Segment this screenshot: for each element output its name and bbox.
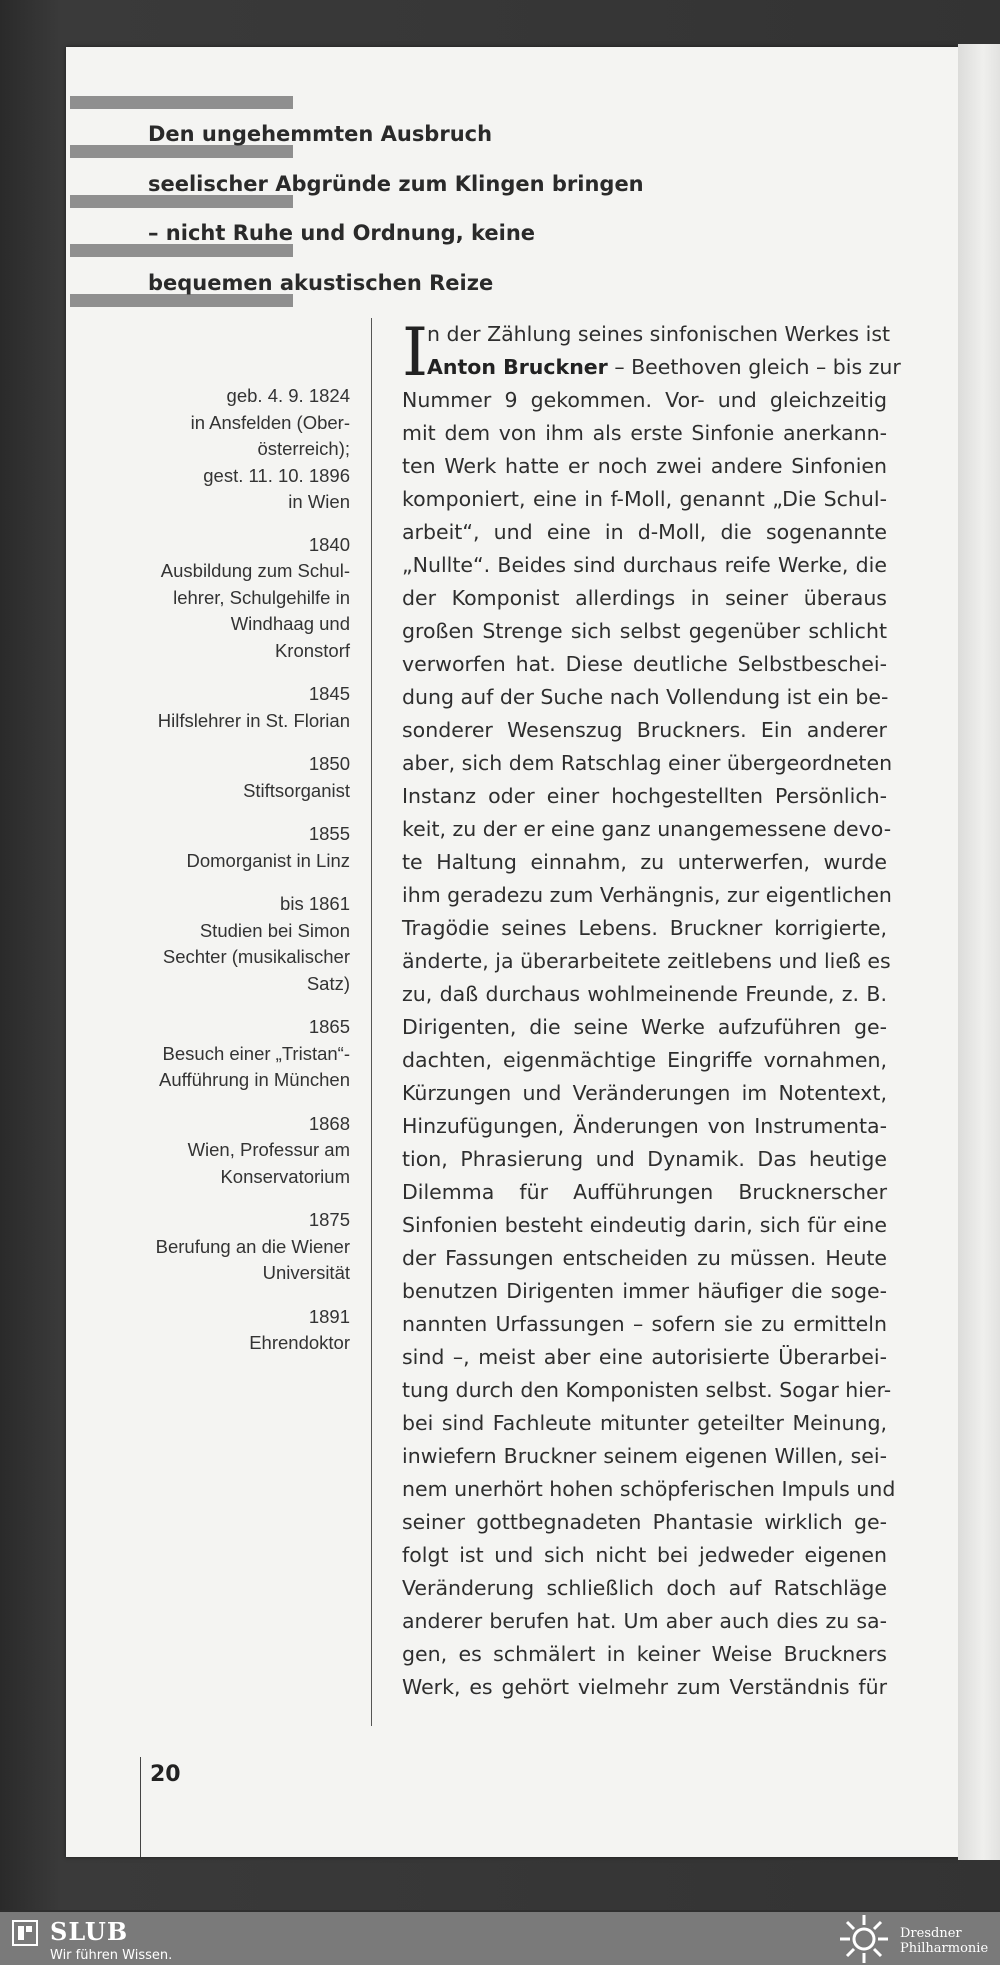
timeline-entry (130, 681, 350, 734)
body-line: bei sind Fachleute mitunter geteilter Meinung, (402, 1411, 887, 1435)
body-line: verworfen hat. Diese deutliche Selbstbeschei- (402, 652, 887, 676)
timeline-entry (130, 1014, 350, 1094)
body-line: keit, zu der er eine ganz unangemessene devo- (402, 817, 892, 841)
timeline-entry (130, 821, 350, 874)
body-line: inwiefern Bruckner seinem eigenen Willen, sei- (402, 1444, 887, 1468)
timeline-line: Wien, Professur am (187, 1139, 350, 1160)
body-line: arbeit“, und eine in d-Moll, die sogenannte (402, 520, 887, 544)
partner-name-line1: Dresdner (900, 1926, 962, 1941)
body-line: Kürzungen und Veränderungen im Notentext, (402, 1081, 887, 1105)
timeline-line: Sechter (musikalischer (162, 946, 350, 967)
timeline-line: Ausbildung zum Schul- (160, 560, 350, 581)
pull-quote-line: bequemen akustischen Reize (148, 270, 494, 295)
body-line: zu, daß durchaus wohlmeinende Freunde, z. B. (402, 982, 887, 1006)
column-divider (371, 318, 372, 1726)
body-line: tung durch den Komponisten selbst. Sogar hier- (402, 1378, 892, 1402)
timeline-year: 1891 (308, 1305, 350, 1327)
pull-quote-line: seelischer Abgründe zum Klingen bringen (148, 171, 644, 196)
body-line: dachten, eigenmächtige Eingriffe vornahmen, (402, 1048, 887, 1072)
timeline-line: Windhaag und (230, 613, 350, 634)
timeline-line: Stiftsorganist (243, 779, 350, 801)
body-line: Instanz oder einer hochgestellten Persönlich- (402, 784, 887, 808)
timeline-line: Satz) (306, 972, 350, 994)
timeline-entry (130, 1207, 350, 1287)
body-line: te Haltung einnahm, zu unterwerfen, wurde (402, 850, 887, 874)
body-line: seiner gottbegnadeten Phantasie wirklich ge- (402, 1510, 887, 1534)
timeline-line: Konservatorium (220, 1165, 350, 1187)
header-bar (70, 96, 293, 109)
body-line: der Komponist allerdings in seiner überaus (402, 586, 887, 610)
footer-bar (0, 1912, 1000, 1965)
timeline-year: 1875 (308, 1209, 350, 1230)
timeline-entry (130, 532, 350, 665)
body-line: benutzen Dirigenten immer häufiger die soge- (402, 1279, 887, 1303)
body-line: „Nullte“. Beides sind durchaus reife Werke, die (402, 553, 887, 577)
body-line: mit dem von ihm als erste Sinfonie anerkann- (402, 421, 887, 445)
timeline-line: in Wien (288, 491, 350, 512)
opening-paragraph (402, 314, 901, 391)
body-line: Hinzufügungen, Änderungen von Instrumenta- (402, 1114, 887, 1138)
timeline-entry (130, 751, 350, 804)
pull-quote-line: Den ungehemmten Ausbruch (148, 122, 493, 146)
timeline-entry (130, 891, 350, 997)
timeline-line: Berufung an die Wiener (155, 1235, 350, 1257)
timeline-entry (130, 1304, 350, 1357)
body-line: änderte, ja überarbeitete zeitlebens und ließ es (402, 949, 891, 973)
timeline-line: Hilfslehrer in St. Florian (157, 709, 350, 731)
body-line: großen Strenge sich selbst gegenüber schlicht (402, 619, 887, 643)
body-line: Sinfonien besteht eindeutig darin, sich für eine (402, 1213, 887, 1237)
timeline-line: gest. 11. 10. 1896 (203, 464, 350, 486)
library-name[interactable]: SLUB (50, 1917, 129, 1946)
timeline-line: Ehrendoktor (249, 1332, 350, 1353)
timeline-line: Universität (262, 1262, 350, 1283)
body-line: komponiert, eine in f-Moll, genannt „Die Schul- (402, 487, 887, 511)
body-line: anderer berufen hat. Um aber auch dies zu sa- (402, 1609, 887, 1633)
timeline-year: 1845 (308, 683, 350, 704)
body-line: sonderer Wesenszug Bruckners. Ein anderer (402, 718, 887, 742)
timeline-line: Domorganist in Linz (186, 849, 350, 871)
timeline-year: 1865 (308, 1016, 350, 1037)
timeline-entry (130, 1111, 350, 1191)
page-number: 20 (150, 1762, 181, 1787)
body-line: ihm geradezu zum Verhängnis, zur eigentlichen (402, 883, 892, 907)
biography-timeline (130, 383, 350, 1374)
body-line: tion, Phrasierung und Dynamik. Das heutige (402, 1147, 887, 1171)
timeline-line: lehrer, Schulgehilfe in (173, 586, 350, 608)
body-line: der Fassungen entscheiden zu müssen. Heute (402, 1246, 887, 1270)
partner-name[interactable] (900, 1926, 988, 1956)
pull-quote (148, 110, 668, 308)
body-line: Werk, es gehört vielmehr zum Verständnis für (402, 1675, 887, 1699)
body-line: Veränderung schließlich doch auf Ratschläge (402, 1576, 887, 1600)
body-line-rest: – Beethoven gleich – bis zur (607, 355, 901, 379)
body-line: nem unerhört hohen schöpferischen Impuls und (402, 1477, 896, 1501)
body-line: n der Zählung seines sinfonischen Werkes ist (427, 322, 891, 346)
page-number-rule (140, 1757, 141, 1857)
timeline-year: 1840 (308, 533, 350, 555)
article-body (402, 314, 901, 1704)
timeline-line: Studien bei Simon (199, 919, 350, 941)
partner-name-line2: Philharmonie (900, 1941, 989, 1956)
body-line: Nummer 9 gekommen. Vor- und gleichzeitig (402, 388, 887, 412)
body-line: Tragödie seines Lebens. Bruckner korrigierte, (402, 916, 887, 940)
timeline-line: Aufführung in München (159, 1069, 350, 1090)
drop-cap: I (402, 314, 429, 391)
body-line (402, 351, 901, 384)
timeline-year: 1850 (308, 753, 350, 774)
slub-logo-icon (12, 1920, 38, 1946)
body-lines (402, 384, 896, 1704)
library-tagline: Wir führen Wissen. (50, 1948, 173, 1963)
body-line: gen, es schmälert in keiner Weise Bruckners (402, 1642, 887, 1666)
timeline-line: geb. 4. 9. 1824 (226, 385, 350, 406)
timeline-year: bis 1861 (280, 893, 350, 914)
body-line: folgt ist und sich nicht bei jedweder eigenen (402, 1543, 887, 1567)
body-line: dung auf der Suche nach Vollendung ist ein be- (402, 685, 889, 709)
timeline-line: Kronstorf (274, 639, 350, 661)
timeline-year: 1868 (308, 1112, 350, 1134)
next-page-edge (958, 44, 1000, 1860)
timeline-entry (130, 383, 350, 516)
body-line: Dirigenten, die seine Werke aufzuführen ge- (402, 1015, 887, 1039)
body-line: nannten Urfassungen – sofern sie zu ermitteln (402, 1312, 887, 1336)
composer-name: Anton Bruckner (427, 355, 608, 379)
timeline-line: Besuch einer „Tristan“- (162, 1042, 350, 1064)
body-line: ten Werk hatte er noch zwei andere Sinfonien (402, 454, 887, 478)
body-line: aber, sich dem Ratschlag einer übergeordneten (402, 751, 893, 775)
body-line: sind –, meist aber eine autorisierte Überarbei- (402, 1345, 887, 1369)
pull-quote-line: – nicht Ruhe und Ordnung, keine (148, 221, 536, 245)
timeline-line: österreich); (257, 438, 350, 459)
philharmonie-logo-icon (838, 1913, 890, 1965)
timeline-line: in Ansfelden (Ober- (190, 411, 350, 433)
timeline-year: 1855 (308, 823, 350, 844)
body-line: Dilemma für Aufführungen Brucknerscher (402, 1180, 887, 1204)
